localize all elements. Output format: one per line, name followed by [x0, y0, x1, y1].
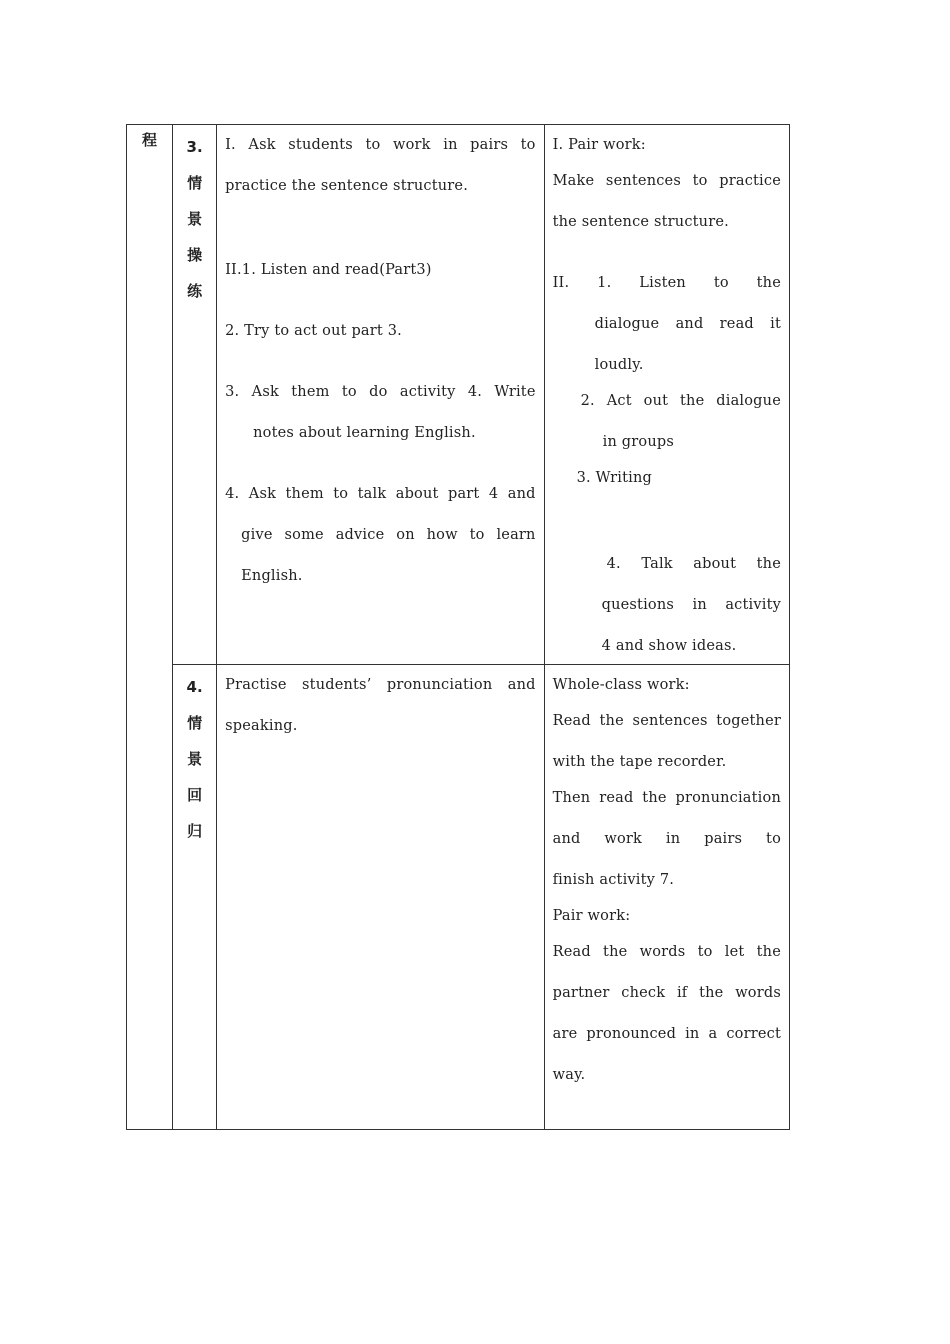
teacher-text: 4. Ask them to talk about part 4 and	[225, 486, 536, 502]
student-text: Make sentences to practice	[552, 173, 781, 189]
stage-label: 程	[142, 131, 158, 149]
student-text: the sentence structure.	[552, 214, 729, 230]
table-row	[127, 665, 790, 1130]
student-text: 2. Act out the dialogue	[580, 393, 781, 409]
teacher-text: 2. Try to act out part 3.	[225, 323, 402, 339]
student-text: Read the words to let the	[552, 944, 781, 960]
teacher-text: II.1. Listen and read(Part3)	[225, 262, 432, 278]
student-heading: Pair work:	[552, 908, 631, 924]
lesson-plan-table	[126, 124, 790, 1130]
step-char: 归	[187, 822, 203, 840]
step-cell	[173, 125, 217, 665]
student-text: dialogue and read it	[594, 316, 781, 332]
student-text: 3. Writing	[576, 470, 652, 486]
student-activity-cell	[544, 125, 789, 665]
teacher-text: speaking.	[225, 718, 298, 734]
table-row	[127, 125, 790, 665]
student-text: are pronounced in a correct	[552, 1026, 781, 1042]
step-char: 操	[187, 246, 203, 264]
teacher-text: I. Ask students to work in pairs to	[225, 137, 536, 153]
step-number: 3.	[186, 138, 203, 156]
student-heading: I. Pair work:	[552, 137, 646, 153]
teacher-text: English.	[241, 568, 303, 584]
student-activity-cell	[544, 665, 789, 1130]
teacher-text: Practise students’ pronunciation and	[225, 677, 536, 693]
step-char: 景	[187, 750, 203, 768]
student-text: 4 and show ideas.	[601, 638, 737, 654]
student-text: Read the sentences together	[552, 713, 781, 729]
student-text: questions in activity	[601, 597, 781, 613]
step-char: 景	[187, 210, 203, 228]
step-char: 回	[187, 786, 203, 804]
student-text: partner check if the words	[552, 985, 781, 1001]
step-number: 4.	[186, 678, 203, 696]
student-text: finish activity 7.	[552, 872, 675, 888]
step-cell	[173, 665, 217, 1130]
student-text: way.	[552, 1067, 586, 1083]
step-char: 情	[187, 714, 203, 732]
teacher-activity-cell	[217, 125, 544, 665]
student-text: and work in pairs to	[552, 831, 781, 847]
student-text: Then read the pronunciation	[552, 790, 781, 806]
teacher-text: give some advice on how to learn	[241, 527, 536, 543]
student-text: loudly.	[594, 357, 644, 373]
stage-cell	[127, 125, 173, 1130]
student-heading: Whole-class work:	[552, 677, 690, 693]
student-text: in groups	[602, 434, 674, 450]
student-text: 4. Talk about the	[606, 556, 781, 572]
student-text: II. 1. Listen to the	[552, 275, 781, 291]
student-text: with the tape recorder.	[552, 754, 727, 770]
teacher-activity-cell	[217, 665, 544, 1130]
teacher-text: notes about learning English.	[253, 425, 476, 441]
step-char: 情	[187, 174, 203, 192]
teacher-text: practice the sentence structure.	[225, 178, 468, 194]
step-char: 练	[187, 282, 203, 300]
teacher-text: 3. Ask them to do activity 4. Write	[225, 384, 536, 400]
